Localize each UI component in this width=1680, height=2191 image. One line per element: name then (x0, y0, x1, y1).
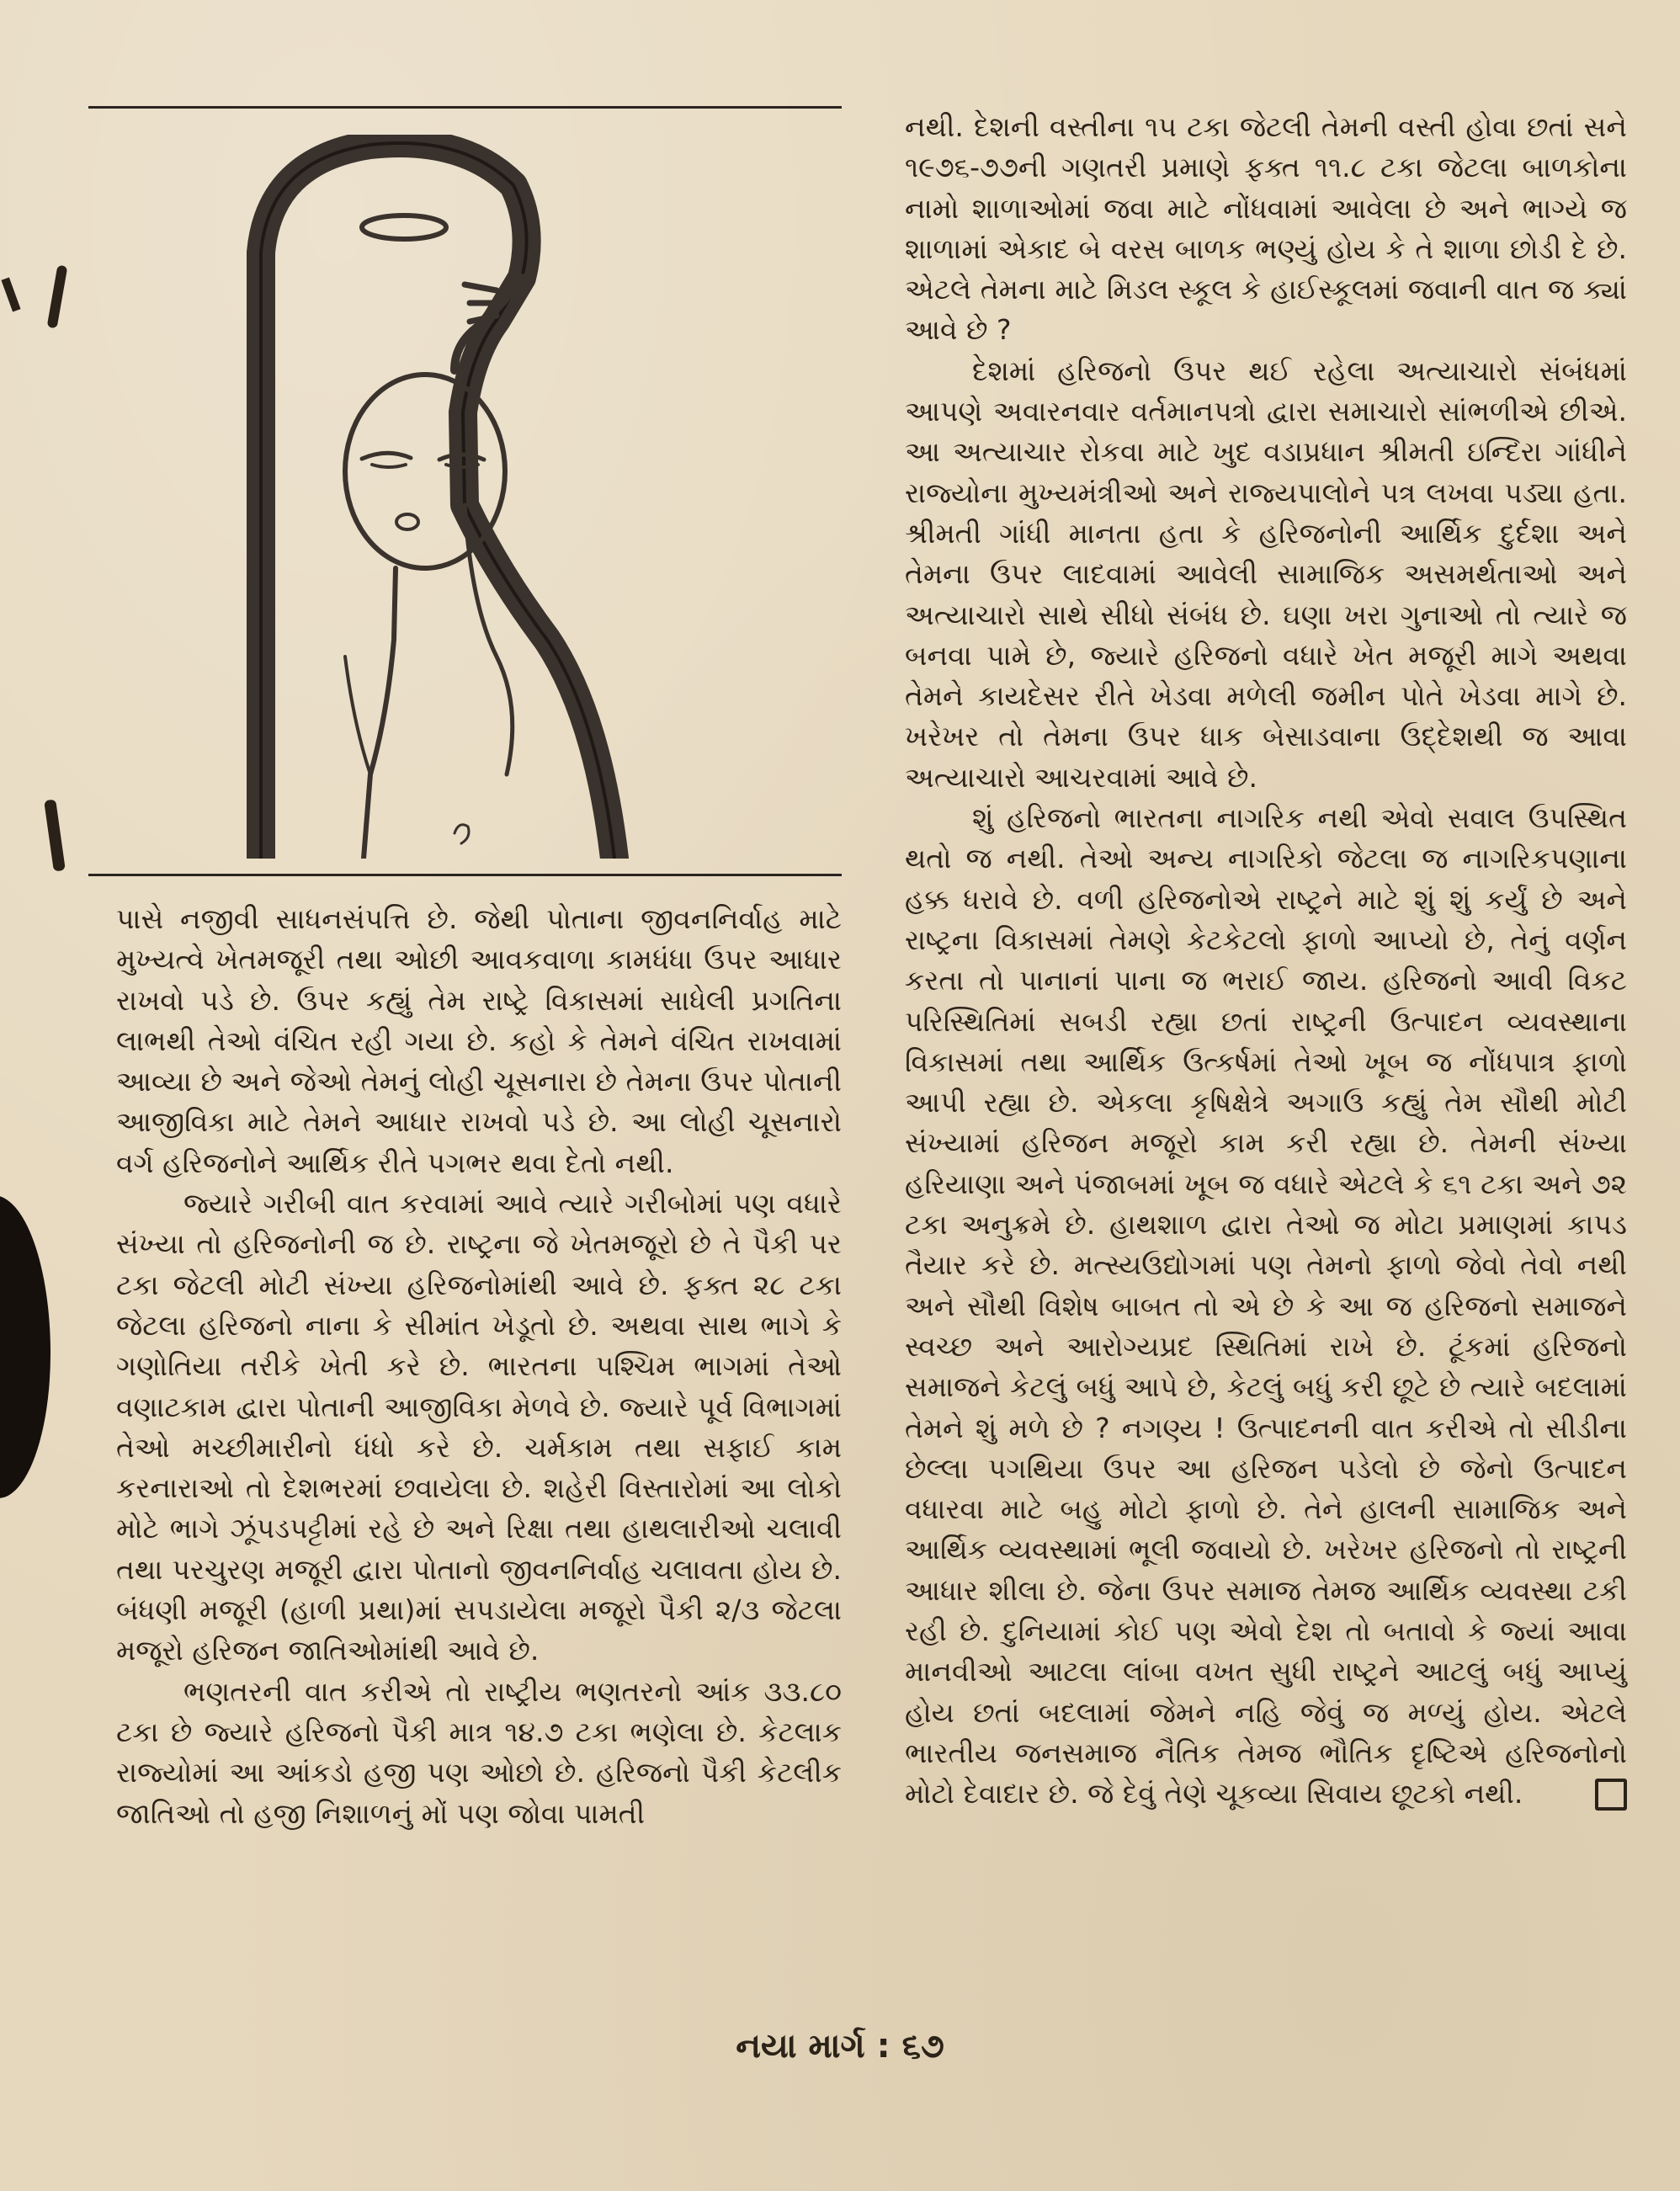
right-column (905, 107, 1627, 1814)
paragraph (905, 798, 1627, 1814)
woman-illustration (244, 135, 715, 859)
page-tear-mark (1, 277, 20, 311)
page-tear-mark (47, 265, 68, 329)
paragraph: પાસે નજીવી સાધનસંપત્તિ છે. જેથી પોતાના જીવનનિર્વાહ માટે મુખ્યત્વે ખેતમજૂરી તથા ઓછી આવકવાળા કામધંધા ઉપર આધાર રાખવો પડે છે. ઉપર કહ્યું તેમ રાષ્ટ્રે વિકાસમાં સાધેલી પ્રગતિના લાભથી તેઓ વંચિત રહી ગયા છે. કહો કે તેમને વંચિત રાખવામાં આવ્યા છે અને જેઓ તેમનું લોહી ચૂસનારા છે તેમના ઉપર પોતાની આજીવિકા માટે તેમને આધાર રાખવો પડે છે. આ લોહી ચૂસનારો વર્ગ હરિજનોને આર્થિક રીતે પગભર થવા દેતો નથી. (116, 902, 842, 1179)
bottom-rule (88, 874, 842, 876)
paragraph: દેશમાં હરિજનો ઉપર થઈ રહેલા અત્યાચારો સંબંધમાં આપણે અવારનવાર વર્તમાનપત્રો દ્વારા સમાચારો સાંભળીએ છીએ. આ અત્યાચાર રોકવા માટે ખુદ વડાપ્રધાન શ્રીમતી ઇન્દિરા ગાંધીને રાજ્યોના મુખ્યમંત્રીઓ અને રાજ્યપાલોને પત્ર લખવા પડ્યા હતા. શ્રીમતી ગાંધી માનતા હતા કે હરિજનોની આર્થિક દુર્દશા અને તેમના ઉપર લાદવામાં આવેલી સામાજિક અસમર્થતાઓ અને અત્યાચારો સાથે સીધો સંબંધ છે. ઘણા ખરા ગુનાઓ તો ત્યારે જ બનવા પામે છે, જ્યારે હરિજનો વધારે ખેત મજૂરી માગે અથવા તેમને કાયદેસર રીતે ખેડવા મળેલી જમીન પોતે ખેડવા માગે છે. ખરેખર તો તેમના ઉપર ધાક બેસાડવાના ઉદ્દેશથી જ આવા અત્યાચારો આચરવામાં આવે છે. (905, 354, 1627, 794)
top-rule (88, 106, 842, 109)
paragraph: જ્યારે ગરીબી વાત કરવામાં આવે ત્યારે ગરીબોમાં પણ વધારે સંખ્યા તો હરિજનોની જ છે. રાષ્ટ્રના જે ખેતમજૂરો છે તે પૈકી પર ટકા જેટલી મોટી સંખ્યા હરિજનોમાંથી આવે છે. ફક્ત ૨૮ ટકા જેટલા હરિજનો નાના કે સીમાંત ખેડૂતો છે. અથવા સાથ ભાગે કે ગણોતિયા તરીકે ખેતી કરે છે. ભારતના પશ્ચિમ ભાગમાં તેઓ વણાટકામ દ્વારા પોતાની આજીવિકા મેળવે છે. જ્યારે પૂર્વ વિભાગમાં તેઓ મચ્છીમારીનો ધંધો કરે છે. ચર્મકામ તથા સફાઈ કામ કરનારાઓ તો દેશભરમાં છવાયેલા છે. શહેરી વિસ્તારોમાં આ લોકો મોટે ભાગે ઝૂંપડપટ્ટીમાં રહે છે અને રિક્ષા તથા હાથલારીઓ ચલાવી તથા પરચુરણ મજૂરી દ્વારા પોતાનો જીવનનિર્વાહ ચલાવતા હોય છે. બંધણી મજૂરી (હાળી પ્રથા)માં સપડાયેલા મજૂરો પૈકી ૨/૩ જેટલા મજૂરો હરિજન જાતિઓમાંથી આવે છે. (116, 1187, 842, 1667)
end-mark-icon (1595, 1779, 1627, 1811)
page-footer: નયા માર્ગ : ૬૭ (736, 2027, 944, 2066)
paragraph-text: શું હરિજનો ભારતના નાગરિક નથી એવો સવાલ ઉપસ્થિત થતો જ નથી. તેઓ અન્ય નાગરિકો જેટલા જ નાગરિકપણાના હક્ક ધરાવે છે. વળી હરિજનોએ રાષ્ટ્રને માટે શું શું કર્યું છે અને રાષ્ટ્રના વિકાસમાં તેમણે કેટકેટલો ફાળો આપ્યો છે, તેનું વર્ણન કરતા તો પાનાનાં પાના જ ભરાઈ જાય. હરિજનો આવી વિકટ પરિસ્થિતિમાં સબડી રહ્યા છતાં રાષ્ટ્રની ઉત્પાદન વ્યવસ્થાના વિકાસમાં તથા આર્થિક ઉત્કર્ષમાં તેઓ ખૂબ જ નોંધપાત્ર ફાળો આપી રહ્યા છે. એકલા કૃષિક્ષેત્રે અગાઉ કહ્યું તેમ સૌથી મોટી સંખ્યામાં હરિજન મજૂરો કામ કરી રહ્યા છે. તેમની સંખ્યા હરિયાણા અને પંજાબમાં ખૂબ જ વધારે એટલે કે ૬૧ ટકા અને ૭૨ ટકા અનુક્રમે છે. હાથશાળ દ્વારા તેઓ જ મોટા પ્રમાણમાં કાપડ તૈયાર કરે છે. મત્સ્યઉદ્યોગમાં પણ તેમનો ફાળો જેવો તેવો નથી અને સૌથી વિશેષ બાબત તો એ છે કે આ જ હરિજનો સમાજને સ્વચ્છ અને આરોગ્યપ્રદ સ્થિતિમાં રાખે છે. ટૂંકમાં હરિજનો સમાજને કેટલું બધું આપે છે, કેટલું બધું કરી છૂટે છે ત્યારે બદલામાં તેમને શું મળે છે ? નગણ્ય ! ઉત્પાદનની વાત કરીએ તો સીડીના છેલ્લા પગથિયા ઉપર આ હરિજન પડેલો છે જેનો ઉત્પાદન વધારવા માટે બહુ મોટો ફાળો છે. તેને હાલની સામાજિક અને આર્થિક વ્યવસ્થામાં ભૂલી જવાયો છે. ખરેખર હરિજનો તો રાષ્ટ્રની આધાર શીલા છે. જેના ઉપર સમાજ તેમજ આર્થિક વ્યવસ્થા ટકી રહી છે. દુનિયામાં કોઈ પણ એવો દેશ તો બતાવો કે જ્યાં આવા માનવીઓ આટલા લાંબા વખત સુધી રાષ્ટ્રને આટલું બધું આપ્યું હોય છતાં બદલામાં જેમને નહિ જેવું જ મળ્યું હોય. એટલે ભારતીય જનસમાજ નૈતિક તેમજ ભૌતિક દૃષ્ટિએ હરિજનોનો મોટો દેવાદાર છે. જે દેવું તેણે ચૂકવ્યા સિવાય છૂટકો નથી. (905, 801, 1627, 1811)
paragraph: ભણતરની વાત કરીએ તો રાષ્ટ્રીય ભણતરનો આંક ૩૩.૮૦ ટકા છે જ્યારે હરિજનો પૈકી માત્ર ૧૪.૭ ટકા ભણેલા છે. કેટલાક રાજ્યોમાં આ આંકડો હજી પણ ઓછો છે. હરિજનો પૈકી કેટલીક જાતિઓ તો હજી નિશાળનું મોં પણ જોવા પામતી (116, 1674, 842, 1830)
page-tear-mark (44, 799, 66, 871)
paragraph: નથી. દેશની વસ્તીના ૧૫ ટકા જેટલી તેમની વસ્તી હોવા છતાં સને ૧૯૭૬-૭૭ની ગણતરી પ્રમાણે ફક્ત ૧૧.૮ ટકા જેટલા બાળકોના નામો શાળાઓમાં જવા માટે નોંધવામાં આવેલા છે અને ભાગ્યે જ શાળામાં એકાદ બે વરસ બાળક ભણ્યું હોય કે તે શાળા છોડી દે છે. એટલે તેમના માટે મિડલ સ્કૂલ કે હાઈસ્કૂલમાં જવાની વાત જ ક્યાં આવે છે ? (905, 110, 1627, 347)
left-column (116, 899, 842, 1834)
page-hole (0, 1195, 51, 1498)
